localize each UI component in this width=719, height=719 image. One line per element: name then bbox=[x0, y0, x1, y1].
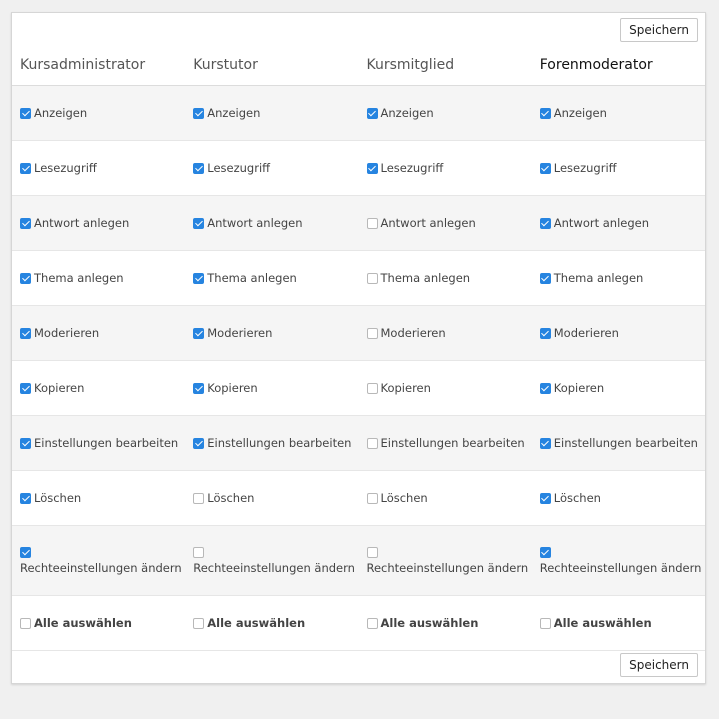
permission-checkbox[interactable] bbox=[367, 493, 378, 504]
permission-label: Antwort anlegen bbox=[380, 216, 476, 230]
permission-checkbox[interactable] bbox=[20, 273, 31, 284]
permission-cell-forenmoderator[interactable] bbox=[532, 416, 705, 470]
permission-cell-kursmitglied[interactable] bbox=[359, 526, 532, 595]
permission-checkbox[interactable] bbox=[193, 273, 204, 284]
permission-checkbox[interactable] bbox=[540, 547, 551, 558]
permission-label: Moderieren bbox=[207, 326, 273, 340]
permission-checkbox[interactable] bbox=[367, 273, 378, 284]
permission-label: Rechteeinstellungen ändern bbox=[20, 560, 182, 575]
permission-label: Anzeigen bbox=[207, 106, 261, 120]
permission-cell-kursmitglied[interactable] bbox=[359, 361, 532, 415]
permission-label: Antwort anlegen bbox=[34, 216, 130, 230]
permission-checkbox[interactable] bbox=[540, 493, 551, 504]
permission-cell-kursmitglied[interactable] bbox=[359, 416, 532, 470]
permission-cell-kursadministrator[interactable] bbox=[12, 141, 185, 195]
permission-label: Einstellungen bearbeiten bbox=[553, 436, 698, 450]
permission-checkbox[interactable] bbox=[540, 108, 551, 119]
permission-label: Lesezugriff bbox=[380, 161, 444, 175]
permission-checkbox[interactable] bbox=[20, 383, 31, 394]
permission-cell-kursmitglied[interactable] bbox=[359, 596, 532, 650]
permission-cell-kursmitglied[interactable] bbox=[359, 196, 532, 250]
permission-cell-kursadministrator[interactable] bbox=[12, 596, 185, 650]
permission-checkbox[interactable] bbox=[540, 218, 551, 229]
permission-label: Rechteeinstellungen ändern bbox=[366, 560, 529, 575]
select-all-checkbox[interactable] bbox=[193, 618, 204, 629]
permission-checkbox[interactable] bbox=[367, 438, 378, 449]
permission-cell-kurstutor[interactable] bbox=[185, 596, 358, 650]
permission-label: Einstellungen bearbeiten bbox=[380, 436, 525, 450]
permission-cell-kursadministrator[interactable] bbox=[12, 86, 185, 140]
select-all-row bbox=[12, 596, 705, 651]
permission-cell-forenmoderator[interactable] bbox=[532, 596, 705, 650]
permission-checkbox[interactable] bbox=[540, 273, 551, 284]
table-row bbox=[12, 306, 705, 361]
permission-cell-kurstutor[interactable] bbox=[185, 471, 358, 525]
permission-checkbox[interactable] bbox=[540, 163, 551, 174]
permission-checkbox[interactable] bbox=[193, 383, 204, 394]
permission-label: Thema anlegen bbox=[207, 271, 297, 285]
permission-checkbox[interactable] bbox=[193, 493, 204, 504]
permission-cell-kurstutor[interactable] bbox=[185, 361, 358, 415]
permission-cell-kurstutor[interactable] bbox=[185, 416, 358, 470]
permission-cell-kursadministrator[interactable] bbox=[12, 361, 185, 415]
permission-cell-kursadministrator[interactable] bbox=[12, 306, 185, 360]
permission-cell-kurstutor[interactable] bbox=[185, 306, 358, 360]
permission-cell-kurstutor[interactable] bbox=[185, 526, 358, 595]
permission-label: Löschen bbox=[553, 491, 601, 505]
permission-label: Thema anlegen bbox=[380, 271, 471, 285]
select-all-label: Alle auswählen bbox=[553, 616, 652, 630]
table-row bbox=[12, 361, 705, 416]
permission-cell-forenmoderator[interactable] bbox=[532, 251, 705, 305]
permission-label: Lesezugriff bbox=[34, 161, 97, 175]
table-row bbox=[12, 196, 705, 251]
permission-label: Thema anlegen bbox=[553, 271, 644, 285]
permission-label: Rechteeinstellungen ändern bbox=[193, 560, 355, 575]
permission-cell-kursmitglied[interactable] bbox=[359, 86, 532, 140]
table-row bbox=[12, 251, 705, 306]
select-all-label: Alle auswählen bbox=[34, 616, 132, 630]
permission-cell-kurstutor[interactable] bbox=[185, 86, 358, 140]
save-button-top[interactable]: Speichern bbox=[620, 18, 698, 42]
permission-checkbox[interactable] bbox=[20, 547, 31, 558]
permission-label: Antwort anlegen bbox=[553, 216, 650, 230]
column-header-forenmoderator: Forenmoderator bbox=[539, 57, 653, 73]
permission-label: Kopieren bbox=[553, 381, 605, 395]
permissions-panel bbox=[11, 12, 706, 684]
table-row bbox=[12, 471, 705, 526]
permission-label: Anzeigen bbox=[380, 106, 434, 120]
permission-label: Moderieren bbox=[553, 326, 619, 340]
table-body bbox=[12, 86, 705, 651]
select-all-checkbox[interactable] bbox=[540, 618, 551, 629]
permission-checkbox[interactable] bbox=[193, 163, 204, 174]
table-row bbox=[12, 526, 705, 596]
table-header bbox=[12, 51, 705, 86]
permission-label: Lesezugriff bbox=[553, 161, 617, 175]
column-header-kursmitglied: Kursmitglied bbox=[366, 57, 455, 73]
permission-cell-kursmitglied[interactable] bbox=[359, 141, 532, 195]
permission-checkbox[interactable] bbox=[367, 328, 378, 339]
permission-label: Einstellungen bearbeiten bbox=[207, 436, 352, 450]
permission-label: Rechteeinstellungen ändern bbox=[539, 560, 702, 575]
permission-checkbox[interactable] bbox=[20, 438, 31, 449]
permission-cell-forenmoderator[interactable] bbox=[532, 526, 705, 595]
permission-label: Einstellungen bearbeiten bbox=[34, 436, 179, 450]
select-all-checkbox[interactable] bbox=[20, 618, 31, 629]
permission-checkbox[interactable] bbox=[367, 547, 378, 558]
permission-label: Kopieren bbox=[380, 381, 431, 395]
permission-label: Kopieren bbox=[34, 381, 85, 395]
permission-checkbox[interactable] bbox=[20, 218, 31, 229]
permission-cell-kursmitglied[interactable] bbox=[359, 306, 532, 360]
permission-checkbox[interactable] bbox=[20, 328, 31, 339]
permission-label: Löschen bbox=[34, 491, 82, 505]
permission-cell-kurstutor[interactable] bbox=[185, 251, 358, 305]
permission-checkbox[interactable] bbox=[367, 108, 378, 119]
permission-cell-forenmoderator[interactable] bbox=[532, 196, 705, 250]
permission-label: Löschen bbox=[207, 491, 255, 505]
save-button-bottom[interactable]: Speichern bbox=[620, 653, 698, 677]
permission-label: Löschen bbox=[380, 491, 428, 505]
permission-cell-kursadministrator[interactable] bbox=[12, 251, 185, 305]
permission-checkbox[interactable] bbox=[20, 493, 31, 504]
permission-checkbox[interactable] bbox=[540, 383, 551, 394]
permission-checkbox[interactable] bbox=[540, 438, 551, 449]
permission-cell-forenmoderator[interactable] bbox=[532, 141, 705, 195]
permission-label: Antwort anlegen bbox=[207, 216, 303, 230]
permission-cell-kursmitglied[interactable] bbox=[359, 471, 532, 525]
permission-cell-forenmoderator[interactable] bbox=[532, 361, 705, 415]
permission-label: Kopieren bbox=[207, 381, 258, 395]
select-all-checkbox[interactable] bbox=[367, 618, 378, 629]
permission-checkbox[interactable] bbox=[193, 328, 204, 339]
permission-cell-kursadministrator[interactable] bbox=[12, 526, 185, 595]
permissions-table bbox=[12, 51, 705, 651]
permission-cell-kursadministrator[interactable] bbox=[12, 196, 185, 250]
select-all-label: Alle auswählen bbox=[380, 616, 479, 630]
permission-checkbox[interactable] bbox=[193, 108, 204, 119]
permission-cell-forenmoderator[interactable] bbox=[532, 306, 705, 360]
table-row bbox=[12, 86, 705, 141]
table-row bbox=[12, 141, 705, 196]
permission-checkbox[interactable] bbox=[367, 218, 378, 229]
select-all-label: Alle auswählen bbox=[207, 616, 306, 630]
permission-checkbox[interactable] bbox=[193, 547, 204, 558]
permission-cell-kurstutor[interactable] bbox=[185, 141, 358, 195]
permission-cell-kursadministrator[interactable] bbox=[12, 471, 185, 525]
permission-label: Anzeigen bbox=[553, 106, 607, 120]
permission-label: Moderieren bbox=[380, 326, 446, 340]
permission-label: Moderieren bbox=[34, 326, 100, 340]
permission-checkbox[interactable] bbox=[20, 163, 31, 174]
permission-checkbox[interactable] bbox=[193, 218, 204, 229]
permission-checkbox[interactable] bbox=[367, 163, 378, 174]
permission-cell-kurstutor[interactable] bbox=[185, 196, 358, 250]
table-row bbox=[12, 416, 705, 471]
permission-label: Anzeigen bbox=[34, 106, 88, 120]
permission-checkbox[interactable] bbox=[20, 108, 31, 119]
permission-checkbox[interactable] bbox=[193, 438, 204, 449]
permission-cell-kursadministrator[interactable] bbox=[12, 416, 185, 470]
column-header-kursadministrator: Kursadministrator bbox=[20, 57, 146, 73]
permission-cell-forenmoderator[interactable] bbox=[532, 86, 705, 140]
permission-checkbox[interactable] bbox=[367, 383, 378, 394]
permission-label: Thema anlegen bbox=[34, 271, 124, 285]
column-header-kurstutor: Kurstutor bbox=[193, 57, 258, 73]
permission-label: Lesezugriff bbox=[207, 161, 271, 175]
permission-cell-kursmitglied[interactable] bbox=[359, 251, 532, 305]
permission-checkbox[interactable] bbox=[540, 328, 551, 339]
permission-cell-forenmoderator[interactable] bbox=[532, 471, 705, 525]
